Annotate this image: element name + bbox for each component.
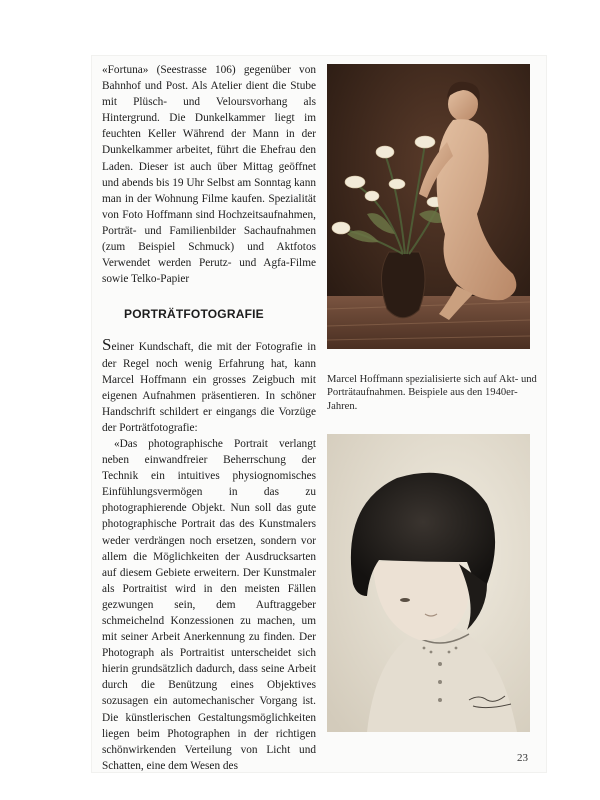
body-paragraph-intro bbox=[102, 335, 316, 436]
quote-paragraph: «Das photographische Portrait verlangt neben einwandfreier Beherrschung der Technik ein intuitives physiognomisches Einfühlungsvermögen in das zu photographierende Objekt. Nun soll das gute photographische Portrait das des Kunstmalers weder verdrängen noch ersetzen, sondern vor allem die Möglichkeiten der Ausdrucksarten auf diesem Gebiete erweitern. Der Kunstmaler als Portraitist wird in den meisten Fällen gezwungen sein, dem Auftraggeber schmeichelnd Konzessionen zu machen, um mit seiner Arbeit Anerkennung zu finden. Der Photograph als Portraitist unterscheidet sich hierin grundsätzlich dadurch, dass seine Arbeit durch die Benützung eines Objektives sozusagen ein automechanischer Vorgang ist. Die künstlerischen Gestaltungsmöglichkeiten liegen beim Photographen in der richtigen schönwirkenden Verteilung von Licht und Schatten, eine dem Wesen des bbox=[102, 437, 316, 772]
body-paragraph: «Fortuna» (Seestrasse 106) gegenüber von Bahnhof und Post. Als Atelier dient die Stube mit Plüsch- und Veloursvorhang als Hintergrund. Die Dunkelkammer liegt im feuchten Keller Während der Mann in der Dunkelkammer arbeitet, führt die Ehefrau den Laden. Dieser ist auch über Mittag geöffnet und abends bis 19 Uhr Selbst am Sonntag kann man in der Wohnung Filme kaufen. Spezialität von Foto Hoffmann sind Hochzeitsaufnahmen, Porträt- und Familienbilder Sachaufnahmen (zum Beispiel Schmuck) und Aktfotos Verwendet werden Perutz- und Agfa-Filme sowie Telko-Papier bbox=[102, 64, 316, 286]
nude-portrait-image bbox=[327, 64, 530, 349]
section-heading: PORTRÄTFOTOGRAFIE bbox=[124, 307, 264, 322]
initial-letter: S bbox=[102, 335, 112, 355]
intro-text: einer Kundschaft, die mit der Fotografie in der Regel noch wenig Erfahrung hat, kann Marcel Hoffmann ein grosses Zeigbuch mit eigenen Aufnahmen präsentieren. In schöner Handschrift schildert er eingangs die Vorzüge der Porträtfotografie: bbox=[102, 341, 316, 434]
child-portrait-image bbox=[327, 434, 530, 732]
child-portrait-photo bbox=[327, 434, 530, 732]
text-column bbox=[102, 62, 316, 774]
nude-portrait-photo bbox=[327, 64, 530, 349]
page-number: 23 bbox=[517, 752, 528, 764]
photo-caption: Marcel Hoffmann spezialisierte sich auf Akt- und Porträtaufnahmen. Beispiele aus den 1940er-Jahren. bbox=[327, 374, 537, 412]
